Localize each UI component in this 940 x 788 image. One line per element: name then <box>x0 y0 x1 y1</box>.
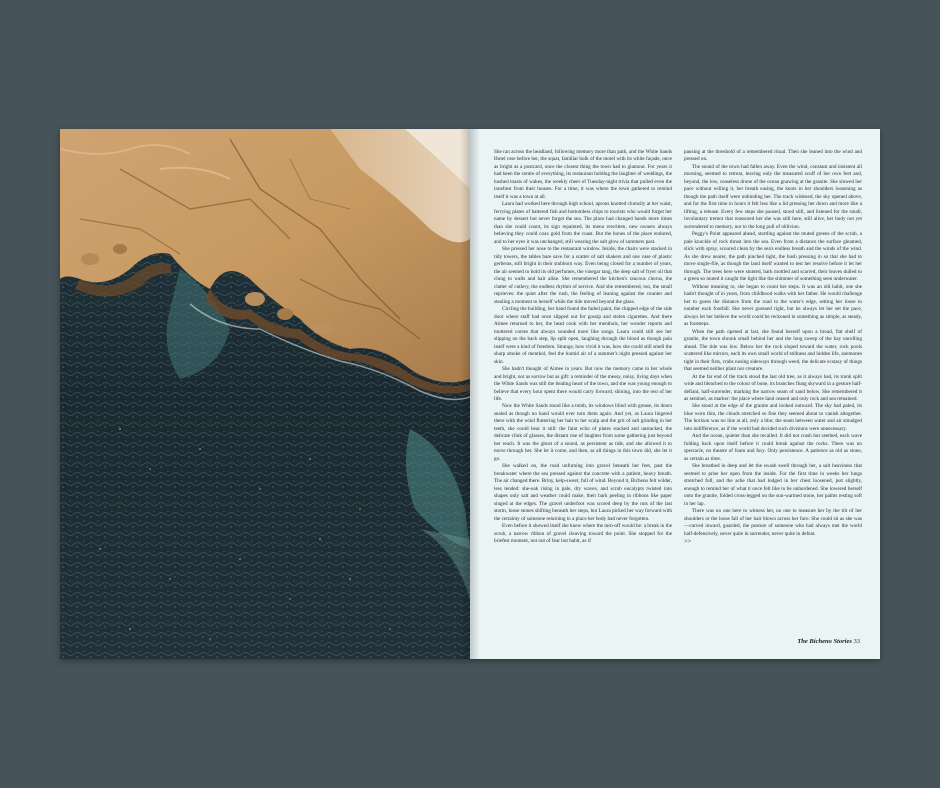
paragraph: She hadn't thought of Aimee in years. But now the memory came to her whole and bright, not as sorrow but as gift: a reminder of the messy, noisy, living days when the White Sands was still the beating heart of the town, and she was young enough to believe that every hour spent there would carry forward, shining, into the rest of her life. <box>494 366 672 402</box>
page-number: 33 <box>853 638 860 645</box>
paragraph: Without meaning to, she began to count her steps. It was an old habit, one she hadn't thought of in years, from childhood walks with her father. He would challenge her to guess the distance from the road to the water's edge, setting her loose to number each footfall. She never guessed right, but he always let her set the pace, always let her believe the world could be reckoned in something as simple, as steady, as footsteps. <box>684 283 862 328</box>
paragraph: At the far end of the track stood the last old tree, as it always had, its trunk split wide and bleached to the colour of bone, its branches flung skyward in a gesture half-defiant, half-surrender, marking the narrow seam of sand below. She remembered it as sentinel, as marker: the place where land ceased and only rock and sea remained. <box>684 373 862 402</box>
paragraph: Now the White Sands stood like a tomb, its windows blind with grease, its doors sealed as though no hand would ever turn them again. And yet, as Laura lingered there with the wind fluttering her hair to her scalp and the grit of salt grinding in her teeth, she could hear it still: the faint echo of plates stacked and unstacked, the delicate clink of glasses, the distant rise of laughter from some gathering just beyond her reach. It was the ghost of a sound, as persistent as tide, and she allowed it to move through her. She let it come, and then, as all things in this town did, she let it go. <box>494 403 672 462</box>
paragraph: She pressed her nose to the restaurant window. Inside, the chairs were stacked in tidy towers, the tables bare save for a scatter of salt shakers and one vase of plastic gerberas, still bright in their stubborn way. Even being closed for a number of years, the air seemed to hold its old perfumes, the vinegar tang, the deep salt of fryer oil that clung to walls and hair alike. She remembered the kitchen's raucous chorus, the clatter of cutlery, the endless rhythm of service. And she remembered, too, the small reprieves: the quiet after the rush, the feeling of leaning against the counter and stealing a moment to herself while the tide moved beyond the glass. <box>494 246 672 305</box>
paragraph: Circling the building, her hand found the faded paint, the chipped edge of the side door where staff had once slipped out for gossip and stolen cigarettes. And there Aimee returned to her, the head cook with her menthols, her wonder reports and muttered curses that always sounded more like songs. Laura could still see her slipping on the back step, lip split open, laughing through the blood as though pain itself were a kind of freedom. Strange, how vivid it was, how she could still smell the sharp smoke of menthol, feel the humid air of a summer's night pressed against her skin. <box>494 306 672 365</box>
page-footer <box>797 638 860 645</box>
paragraph: There was no one here to witness her, no one to measure her by the tilt of her shoulders or the loose fall of her hair blown across her face. She could sit as she was—curved inward, guarded, the posture of someone who had always met the world half-defensively, never quite in surrender, never quite in defeat. <box>684 508 862 537</box>
magazine-title: The Bicheno Stories <box>797 638 852 645</box>
paragraph: She walked on, the road unfurning into gravel beneath her feet, past the breakwater where the sea pressed against the concrete with a patient, heavy breath. The air changed there. Briny, kelp-sweet, full of wind. Beyond it, Bicheno felt wilder, less tended: she-oak rising in pale, dry waves, and scrub eucalypts twisted into shapes only salt and weather could make, their bark peeling in ribbons like paper singed at the edges. The gravel underfoot was scored deep by the ruts of the last storm, loose stones shifting beneath her steps, but Laura picked her way forward with the certainty of someone returning to a place her body had never forgotten. <box>494 463 672 522</box>
paragraph: She ran across the headland, following memory more than path, and the White Sands Hotel rose before her, the squat, familiar bulk of the motel with its white façade, once as bright as a postcard, once the closest thing the town had to glamour. For years it had been the centre of everything, its restaurant holding the laughter of weddings, the hushed toasts of wakes, the weekly cheer of Tuesday-night trivia that pulled even the loneliest from their houses. For a time, it was where the town gathered to remind itself it was a town at all. <box>494 149 672 200</box>
article-page <box>470 129 880 659</box>
continued-marker: >> <box>684 539 692 546</box>
photo-page <box>60 129 470 659</box>
paragraph: Peggy's Point appeared ahead, startling against the muted greens of the scrub, a pale knuckle of rock thrust into the sea. Even from a distance the surface gleamed, slick with spray, scoured clean by the sea's endless breath and the winds of the wind. As she drew nearer, the path pinched tight, the bush pressing in so that she had to move single-file, as though the land itself wanted to test her resolve before it let her through. The trees here were stunted, bark mottled and scarred, their leaves dulled to a green so muted it caught the light like the shimmer of something seen underwater. <box>684 231 862 283</box>
article-column-right <box>684 149 862 634</box>
coastal-aerial-photo <box>60 129 470 659</box>
magazine-spread <box>60 129 880 659</box>
paragraph: Laura had worked here through high school, aprons knotted clumsily at her waist, ferrying plates of battered fish and bottomless chips to tourists who would forget her name by dessert but never forget the sea. The place had changed hands more times than she could count, its sign repainted, its menu rewritten, new owners always believing they could coax gold from the coast. But the bones of the place endured, and to her eyes it was unchanged, still wearing the salt glow of summers past. <box>494 201 672 245</box>
article-body <box>494 149 862 634</box>
article-column-left <box>494 149 672 634</box>
paragraph: Even before it showed itself she knew where the turn-off would be: a break in the scrub, a narrow ribbon of gravel cleaving toward the point. She stopped for the briefest moment, not out of fear but habit, as if <box>494 523 672 545</box>
paragraph: pausing at the threshold of a remembered ritual. Then she leaned into the wind and pressed on. <box>684 149 862 163</box>
paragraph: When the path opened at last, she found herself upon a broad, flat shelf of granite, the town shrunk small behind her and the long sweep of the bay unrolling ahead. The tide was low. Below her the rock sloped toward the water, rock pools scattered like mirrors, each its own small world of stillness and hidden life, anemones tight in their fists, crabs nosing sideways through weed, the delicate ecstasy of things that seemed neither plant nor creature. <box>684 328 862 373</box>
paragraph: And the ocean, quieter than she recalled. It did not crash but seethed, each wave folding back upon itself before it could break against the rocks. There was no spectacle, no theatre of foam and fury. Only persistence. A patience as old as stone, as certain as time. <box>684 433 862 462</box>
paragraph: She breathed in deep and let the swash swell through her, a salt heaviness that seemed to prise her open from the inside. For the first time in weeks her lungs stretched full, and the ache that had lodged in her chest loosened, just slightly, enough to remind her of what it once felt like to be unburdened. She lowered herself onto the granite, folded cross-legged on the sun-warmed stone, her palms resting soft in her lap. <box>684 463 862 507</box>
paragraph: The sound of the town had fallen away. Even the wind, constant and insistent all morning, seemed to retreat, leaving only the measured scuff of her own feet and, beyond, the low, ceaseless drone of the ocean gnawing at the granite. She slowed her pace without willing it, her breath easing, the knots in her shoulders loosening as though the path itself were unbinding her. The track widened, the sky opened above, and for the first time in hours it felt less like a lid pressing her down and more like a lifting, a release. Every few steps she paused, stood still, and listened for the small, involuntary tremor that reassured her she was still here, still alive, her body not yet surrendered to memory, nor to the long pull of oblivion. <box>684 163 862 230</box>
paragraph: She stood at the edge of the granite and looked outward. The sky had paled, its blue worn thin, the clouds stretched so fine they seemed about to vanish altogether. The horizon was no line at all, only a blur, the seam between water and air smudged into indifference, as if the world had decided such divisions were unnecessary. <box>684 403 862 432</box>
